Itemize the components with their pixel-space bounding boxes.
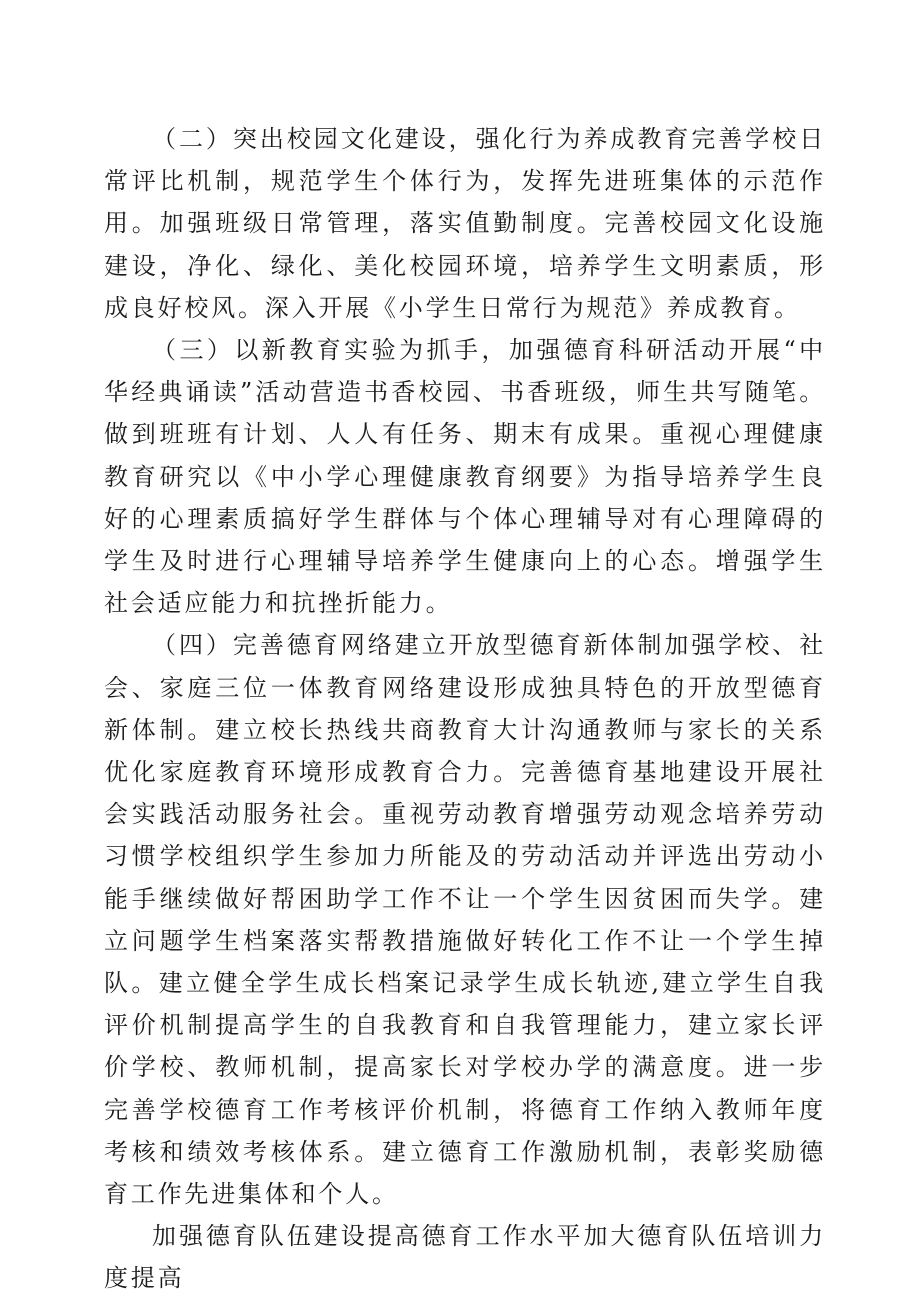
- paragraph-section-3: （三）以新教育实验为抓手，加强德育科研活动开展“中华经典诵读”活动营造书香校园、书香班级，师生共写随笔。做到班班有计划、人人有任务、期末有成果。重视心理健康教育研究以《中小学心理健康教育纲要》为指导培养学生良好的心理素质搞好学生群体与个体心理辅导对有心理障碍的学生及时进行心理辅导培养学生健康向上的心态。增强学生社会适应能力和抗挫折能力。: [104, 336, 826, 618]
- paragraph-teacher-training: 加强德育队伍建设提高德育工作水平加大德育队伍培训力度提高: [104, 1222, 826, 1293]
- document-body: [104, 118, 826, 1300]
- paragraph-section-2: （二）突出校园文化建设，强化行为养成教育完善学校日常评比机制，规范学生个体行为，发挥先进班集体的示范作用。加强班级日常管理，落实值勤制度。完善校园文化设施建设，净化、绿化、美化校园环境，培养学生文明素质，形成良好校风。深入开展《小学生日常行为规范》养成教育。: [104, 125, 826, 322]
- paragraph-section-4: （四）完善德育网络建立开放型德育新体制加强学校、社会、家庭三位一体教育网络建设形成独具特色的开放型德育新体制。建立校长热线共商教育大计沟通教师与家长的关系优化家庭教育环境形成教育合力。完善德育基地建设开展社会实践活动服务社会。重视劳动教育增强劳动观念培养劳动习惯学校组织学生参加力所能及的劳动活动并评选出劳动小能手继续做好帮困助学工作不让一个学生因贫困而失学。建立问题学生档案落实帮教措施做好转化工作不让一个学生掉队。建立健全学生成长档案记录学生成长轨迹,建立学生自我评价机制提高学生的自我教育和自我管理能力，建立家长评价学校、教师机制，提高家长对学校办学的满意度。进一步完善学校德育工作考核评价机制，将德育工作纳入教师年度考核和绩效考核体系。建立德育工作激励机制，表彰奖励德育工作先进集体和个人。: [104, 631, 826, 1209]
